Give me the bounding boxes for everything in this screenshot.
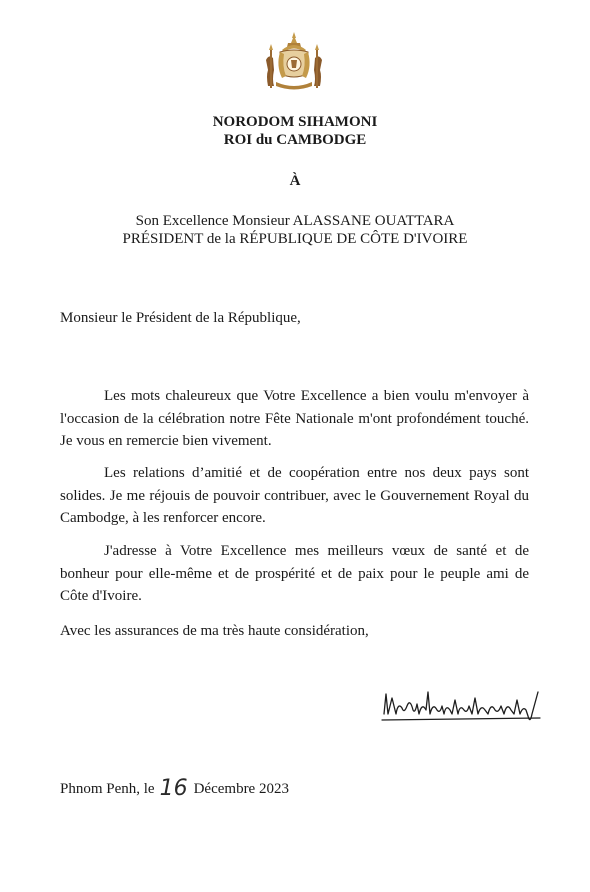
body-paragraph-2: Les relations d’amitié et de coopération entre nos deux pays sont solides. Je me réjouis de pouvoir contribuer, avec le Gouvernement Royal du Cambodge, à les renforcer encore. [60,465,529,526]
recipient-name: ALASSANE OUATTARA [292,213,455,229]
recipient-honorific: Son Excellence Monsieur [135,213,293,229]
royal-coat-of-arms-icon [260,30,328,94]
date-prefix: Phnom Penh, le [60,781,155,797]
handwritten-day: 16 [159,776,188,801]
recipient-line-1 [0,212,590,230]
recipient-line-2: PRÉSIDENT de la RÉPUBLIQUE DE CÔTE D'IVOIRE [122,231,468,247]
place-and-date [60,776,289,801]
date-month-year: Décembre 2023 [193,781,289,797]
sender-title: ROI du CAMBODGE [223,132,367,148]
addressee-marker: À [289,173,301,189]
body-paragraph-3: J'adresse à Votre Excellence mes meilleurs vœux de santé et de bonheur pour elle-même et de prospérité et de paix pour le peuple ami de Côte d'Ivoire. [60,543,529,604]
sender-name: NORODOM SIHAMONI [212,114,378,130]
signature-icon [380,684,550,724]
closing-formula: Avec les assurances de ma très haute considération, [60,623,369,639]
body-paragraph-1: Les mots chaleureux que Votre Excellence a bien voulu m'envoyer à l'occasion de la célébration notre Fête Nationale m'ont profondément touché. Je vous en remercie bien vivement. [60,388,529,449]
salutation: Monsieur le Président de la République, [60,310,301,326]
